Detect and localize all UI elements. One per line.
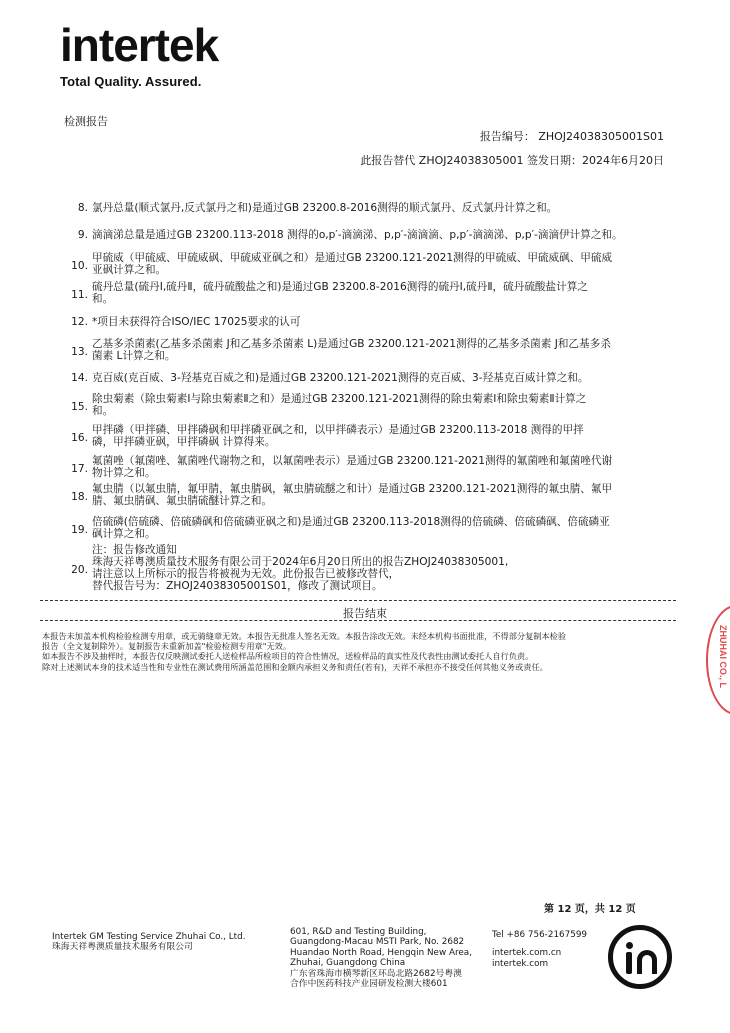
note-text-line: 磷，甲拌磷亚砜，甲拌磷砜 计算得来。 xyxy=(92,436,276,448)
note-text-line: 和。 xyxy=(92,293,114,305)
footer-company-cn: 珠海天祥粤澳质量技术服务有限公司 xyxy=(52,942,193,953)
note-text-line: *项目未获得符合ISO/IEC 17025要求的认可 xyxy=(92,316,301,328)
note-text-line: 氟虫腈（以氟虫腈，氟甲腈，氟虫腈砜，氟虫腈硫醚之和计）是通过GB 23200.121-2021测得的氟虫腈、氟甲 xyxy=(92,483,613,495)
logo-wordmark: intertek xyxy=(60,19,219,71)
note-number: 12. xyxy=(71,316,88,328)
note-text-line: 菌素 L计算之和。 xyxy=(92,350,176,362)
footer-company-en: Intertek GM Testing Service Zhuhai Co., Ltd. xyxy=(52,932,246,942)
note-text-line: 和。 xyxy=(92,405,114,417)
disclaimer xyxy=(42,631,682,672)
footer-tel: Tel +86 756-2167599 xyxy=(492,930,588,940)
note-number: 20. xyxy=(71,564,88,576)
stamp-text: ZHUHAI CO., L xyxy=(718,625,728,688)
note-text-line: 克百威(克百威、3-羟基克百威之和)是通过GB 23200.121-2021测得的克百威、3-羟基克百威计算之和。 xyxy=(92,372,589,384)
intertek-logo xyxy=(60,19,219,89)
footer-address xyxy=(290,927,472,989)
note-text-line: 亚砜计算之和。 xyxy=(92,264,167,276)
note-text-line: 甲硫威（甲硫威、甲硫威砜、甲硫威亚砜之和）是通过GB 23200.121-2021测得的甲硫威、甲硫威砜、甲硫威 xyxy=(92,252,613,264)
note-text-line: 除虫菊素（除虫菊素Ⅰ与除虫菊素Ⅱ之和）是通过GB 23200.121-2021测得的除虫菊素Ⅰ和除虫菊素Ⅱ计算之 xyxy=(92,393,587,405)
intertek-circle-logo-icon xyxy=(608,925,672,989)
note-text-line: 氟菌唑（氟菌唑、氟菌唑代谢物之和，以氟菌唑表示）是通过GB 23200.121-2021测得的氟菌唑和氟菌唑代谢 xyxy=(92,455,613,467)
note-text-line: 甲拌磷（甲拌磷、甲拌磷砜和甲拌磷亚砜之和，以甲拌磷表示）是通过GB 23200.113-2018 测得的甲拌 xyxy=(92,424,584,436)
supersede-and-issue-date: 此报告替代 ZHOJ24038305001 签发日期：2024年6月20日 xyxy=(360,154,664,167)
note-number: 18. xyxy=(71,491,88,503)
note-number: 10. xyxy=(71,260,88,272)
footer-address-line: Huandao North Road, Hengqin New Area, xyxy=(290,947,472,958)
note-text-line: 倍硫磷(倍硫磷、倍硫磷砜和倍硫磷亚砜之和)是通过GB 23200.113-2018测得的倍硫磷、倍硫磷砜、倍硫磷亚 xyxy=(92,516,610,528)
footer-address-line: Guangdong-Macau MSTI Park, No. 2682 xyxy=(290,937,465,948)
note-text-line: 腈、氟虫腈砜、氟虫腈硫醚计算之和。 xyxy=(92,495,273,507)
note-text-line: 砜计算之和。 xyxy=(92,528,156,540)
note-number: 14. xyxy=(71,372,88,384)
disclaimer-line: 如本报告不涉及抽样时，本报告仅反映测试委托人送检样品所检项目的符合性情况，送检样品的真实性及代表性由测试委托人自行负责。 xyxy=(42,651,534,662)
disclaimer-line: 除对上述测试本身的技术适当性和专业性在测试费用所涵盖范围和金额内承担义务和责任(若有)，天祥不承担亦不接受任何其他义务或责任。 xyxy=(42,661,548,672)
note-number: 16. xyxy=(71,432,88,444)
note-text-line: 请注意以上所标示的报告将被视为无效。此份报告已被修改替代， xyxy=(92,568,400,580)
note-text-line: 物计算之和。 xyxy=(92,467,156,479)
report-number: 报告编号： ZHOJ24038305001S01 xyxy=(479,130,664,143)
footer-website-cn[interactable]: intertek.com.cn xyxy=(492,948,562,959)
note-number: 9. xyxy=(77,229,88,241)
disclaimer-line: 报告（全文复制除外）。复制报告未重新加盖"检验检测专用章"无效。 xyxy=(42,641,292,652)
disclaimer-line: 本报告未加盖本机构检验检测专用章，或无骑缝章无效。本报告无批准人签名无效。本报告涂改无效。未经本机构书面批准，不得部分复制本检验 xyxy=(42,631,567,641)
note-number: 13. xyxy=(71,346,88,358)
divider-top xyxy=(40,600,676,601)
note-text-line: 乙基多杀菌素(乙基多杀菌素 J和乙基多杀菌素 L)是通过GB 23200.121-2021测得的乙基多杀菌素 J和乙基多杀 xyxy=(92,338,611,350)
note-text-line: 替代报告号为：ZHOJ24038305001S01，修改了测试项目。 xyxy=(92,580,383,592)
note-text-line: 珠海天祥粤澳质量技术服务有限公司于2024年6月20日所出的报告ZHOJ24038305001, xyxy=(92,556,509,568)
note-number: 8. xyxy=(77,202,88,214)
footer-address-line: 合作中医药科技产业园研发检测大楼601 xyxy=(290,979,448,990)
note-number: 15. xyxy=(71,401,88,413)
note-number: 17. xyxy=(71,463,88,475)
note-text-line: 硫丹总量(硫丹Ⅰ,硫丹Ⅱ，硫丹硫酸盐之和)是通过GB 23200.8-2016测得的硫丹Ⅰ,硫丹Ⅱ，硫丹硫酸盐计算之 xyxy=(92,281,588,293)
footer-website[interactable]: intertek.com xyxy=(492,958,549,969)
page-count: 第 12 页，共 12 页 xyxy=(544,904,636,915)
footer-address-line: 601, R&D and Testing Building, xyxy=(290,927,427,937)
footer-address-line: Zhuhai, Guangdong China xyxy=(290,958,406,969)
note-text-line: 氯丹总量(顺式氯丹,反式氯丹之和)是通过GB 23200.8-2016测得的顺式氯丹、反式氯丹计算之和。 xyxy=(92,202,558,214)
footer-company xyxy=(52,932,246,953)
logo-tagline: Total Quality. Assured. xyxy=(60,74,202,89)
note-text-line: 滴滴涕总量是通过GB 23200.113-2018 测得的o,p′-滴滴涕、p,p′-滴滴滴、p,p′-滴滴涕、p,p′-滴滴伊计算之和。 xyxy=(92,229,623,241)
footer-address-line: 广东省珠海市横琴新区环岛北路2682号粤澳 xyxy=(290,968,462,979)
note-number: 19. xyxy=(71,524,88,536)
footer-contact xyxy=(492,930,587,969)
report-end-label: 报告结束 xyxy=(343,607,387,620)
document-label: 检测报告 xyxy=(64,115,108,128)
company-seal-stamp xyxy=(706,605,730,715)
divider-bottom xyxy=(40,620,676,621)
note-text-line: 注：报告修改通知 xyxy=(92,544,177,556)
note-number: 11. xyxy=(71,289,88,301)
